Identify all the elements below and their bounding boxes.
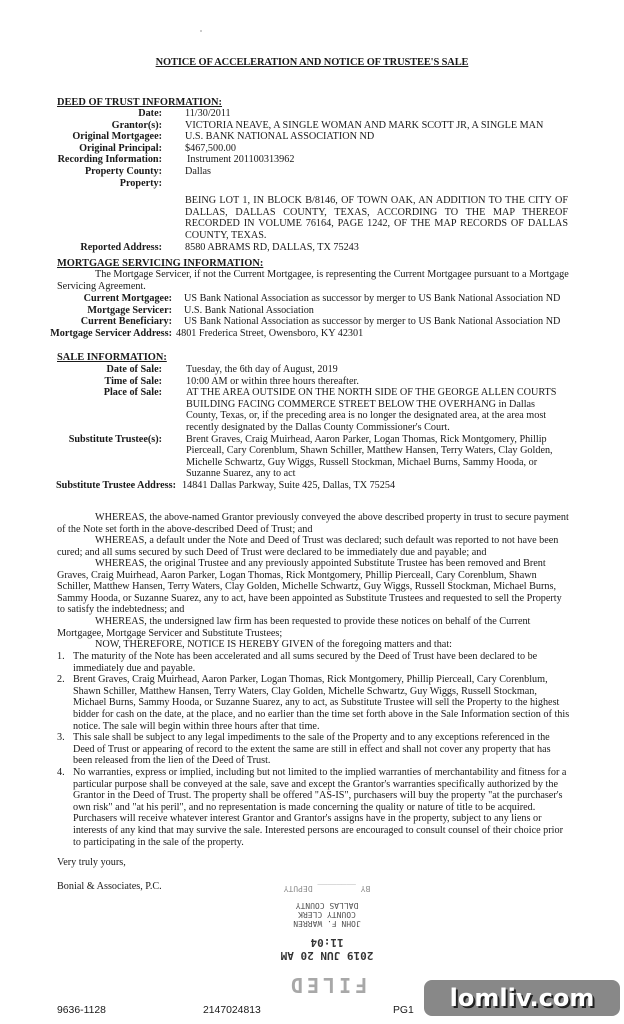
field-row-property-county bbox=[0, 166, 624, 178]
field-row-substitute-trustee-address bbox=[0, 480, 624, 492]
sale-information-heading: SALE INFORMATION: bbox=[57, 352, 167, 363]
field-label: Substitute Trustee Address: bbox=[56, 479, 176, 491]
stamp-filed: FILED bbox=[286, 973, 368, 997]
mortgage-servicing-info bbox=[0, 293, 624, 339]
field-value: 10:00 AM or within three hours thereafter. bbox=[186, 375, 359, 387]
stamp-county: DALLAS COUNTY bbox=[295, 901, 359, 910]
field-row-time-of-sale bbox=[0, 376, 624, 388]
field-row-original-principal bbox=[0, 143, 624, 155]
field-label: Current Beneficiary: bbox=[80, 316, 172, 328]
field-label: Original Principal: bbox=[79, 142, 162, 154]
field-value: US Bank National Association as successor by merger to US Bank National Association ND bbox=[184, 293, 561, 304]
footer-page: PG1 bbox=[393, 1005, 414, 1016]
field-value: Brent Graves, Craig Muirhead, Aaron Parker, Logan Thomas, Rick Montgomery, Phillip Pierceall, Cary Corenblum, Shawn Schiller, Matthew Hansen, Terry Waters, Clay Golden, Michelle Schwartz, Guy Wiggs, Russell Stockman, Michael Burns, Sammy Hooda, or Suzanne Suarez, any to act bbox=[186, 433, 553, 480]
list-number: 3. bbox=[57, 732, 65, 744]
field-value: U.S. BANK NATIONAL ASSOCIATION ND bbox=[185, 131, 375, 143]
field-label: Property County: bbox=[84, 165, 162, 177]
whereas-clause-4: WHEREAS, the undersigned law firm has been requested to provide these notices on behalf of the Current Mortgagee, Mortgage Servicer and Substitute Trustees; bbox=[57, 616, 531, 639]
property-description-row bbox=[0, 195, 624, 241]
field-value: 8580 ABRAMS RD, DALLAS, TX 75243 bbox=[185, 241, 359, 253]
field-row-place-of-sale bbox=[0, 387, 624, 433]
field-label: Date: bbox=[138, 108, 162, 119]
field-value: 14841 Dallas Parkway, Suite 425, Dallas, TX 75254 bbox=[182, 479, 396, 491]
field-label: Recording Information: bbox=[57, 154, 162, 166]
property-description: BEING LOT 1, IN BLOCK B/8146, OF TOWN OAK, AN ADDITION TO THE CITY OF DALLAS, DALLAS COUNTY, TEXAS, ACCORDING TO THE MAP THEREOF RECORDED IN VOLUME 76164, PAGE 1242, OF THE MAP RECORDS OF DALLAS COUNTY, TEXAS. bbox=[185, 195, 568, 241]
closing: Very truly yours, bbox=[57, 857, 126, 868]
field-row-current-beneficiary bbox=[0, 316, 624, 328]
deed-of-trust-heading: DEED OF TRUST INFORMATION: bbox=[57, 97, 223, 108]
list-item-4 bbox=[57, 767, 571, 848]
field-label: Current Mortgagee: bbox=[83, 293, 172, 304]
stamp-clerk-title: COUNTY CLERK bbox=[298, 910, 356, 919]
field-row-recording-information bbox=[0, 154, 624, 166]
field-row-grantor bbox=[0, 120, 624, 132]
mortgage-servicing-intro: The Mortgage Servicer, if not the Current Mortgagee, is representing the Current Mortgagee pursuant to a Mortgage Servicing Agreement. bbox=[57, 269, 569, 292]
filed-stamp bbox=[262, 884, 392, 996]
field-label: Grantor(s): bbox=[111, 119, 162, 131]
field-value: 4801 Frederica Street, Owensboro, KY 42301 bbox=[176, 327, 364, 339]
field-label: Time of Sale: bbox=[104, 375, 162, 387]
field-row-current-mortgagee bbox=[0, 293, 624, 305]
field-value: AT THE AREA OUTSIDE ON THE NORTH SIDE OF THE GEORGE ALLEN COURTS BUILDING FACING COMMERCE STREET BELOW THE OVERHANG in Dallas County, Texas, or, if the preceding area is no longer the designated area, at the area most recently designated by the Dallas County Commissioner's Court. bbox=[186, 387, 557, 433]
stamp-deputy: BY ________ DEPUTY bbox=[283, 884, 371, 893]
field-row-reported-address bbox=[0, 242, 624, 254]
whereas-clause-3: WHEREAS, the original Trustee and any previously appointed Substitute Trustee has been removed and Brent Graves, Craig Muirhead, Aaron Parker, Logan Thomas, Rick Montgomery, Phillip Pierceall, Cary Corenblum, Shawn Schiller, Matthew Hansen, Terry Waters, Clay Golden, Michelle Schwartz, Guy Wiggs, Russell Stockman, Michael Burns, Sammy Hooda, or Suzanne Suarez, any to act, have been appointed as Substitute Trustees and requested to sell the Property to satisfy the indebtedness; and bbox=[57, 558, 562, 616]
list-text: No warranties, express or implied, including but not limited to the implied warranties of merchantability and fitness for a particular purpose shall be conveyed at the sale, save and except the Grantor's warranties specifically authorized by the Grantor in the Deed of Trust. The property shall be offered "AS-IS", purchasers will buy the property "at the purchaser's own risk" and "at his peril", and no representation is made concerning the quality or nature of title to be acquired. Purchasers will receive whatever interest Grantor and Grantor's assigns have in the property, subject to any liens or interests of any kind that may survive the sale. Interested persons are encouraged to consult counsel of their choice prior to participating in the sale of the property. bbox=[73, 766, 567, 848]
footer-reference-number: 2147024813 bbox=[203, 1005, 261, 1016]
sale-information bbox=[0, 364, 624, 492]
field-value: Instrument 201100313962 bbox=[187, 154, 295, 166]
stamp-date: 2019 JUN 20 AM 11:04 bbox=[280, 936, 374, 962]
list-text: This sale shall be subject to any legal impediments to the sale of the Property and to any exceptions referenced in the Deed of Trust or appearing of record to the extent the same are still in effect and shall not cover any property that has been released from the lien of the Deed of Trust. bbox=[73, 732, 551, 767]
watermark: lomliv.com bbox=[424, 980, 620, 1016]
field-row-substitute-trustees bbox=[0, 434, 624, 480]
whereas-clause-1: WHEREAS, the above-named Grantor previously conveyed the above described property in trust to secure payment of the Note set forth in the above-described Deed of Trust; and bbox=[57, 512, 569, 535]
whereas-clause-2: WHEREAS, a default under the Note and Deed of Trust was declared; such default was reported to not have been cured; and all sums secured by such Deed of Trust were declared to be immediately due and payable; and bbox=[57, 535, 559, 558]
field-label: Date of Sale: bbox=[106, 364, 162, 375]
list-number: 1. bbox=[57, 651, 65, 662]
list-text: The maturity of the Note has been accelerated and all sums secured by the Deed of Trust have been declared to be immediately due and payable. bbox=[73, 651, 538, 674]
numbered-list bbox=[57, 651, 571, 848]
list-number: 4. bbox=[57, 766, 65, 778]
field-label: Mortgage Servicer Address: bbox=[50, 327, 172, 339]
field-value: Tuesday, the 6th day of August, 2019 bbox=[186, 364, 338, 375]
field-value: VICTORIA NEAVE, A SINGLE WOMAN AND MARK SCOTT JR, A SINGLE MAN bbox=[185, 119, 544, 131]
field-row-mortgage-servicer bbox=[0, 305, 624, 317]
field-value: $467,500.00 bbox=[185, 142, 236, 154]
field-row-property bbox=[0, 178, 624, 190]
field-label: Original Mortgagee: bbox=[72, 131, 162, 143]
field-row-mortgage-servicer-address bbox=[0, 328, 624, 340]
list-item-2 bbox=[57, 674, 571, 732]
list-item-1 bbox=[57, 651, 571, 674]
field-row-date bbox=[0, 108, 624, 120]
field-label: Property: bbox=[119, 177, 162, 189]
field-value: 11/30/2011 bbox=[185, 108, 231, 119]
field-label: Mortgage Servicer: bbox=[87, 304, 172, 316]
field-row-original-mortgagee bbox=[0, 131, 624, 143]
field-value bbox=[185, 178, 570, 190]
field-value: US Bank National Association as successor by merger to US Bank National Association ND bbox=[184, 316, 561, 328]
field-row-date-of-sale bbox=[0, 364, 624, 376]
list-text: Brent Graves, Craig Muirhead, Aaron Parker, Logan Thomas, Rick Montgomery, Phillip Pierceall, Cary Corenblum, Shawn Schiller, Matthew Hansen, Terry Waters, Clay Golden, Michelle Schwartz, Guy Wiggs, Russell Stockman, Michael Burns, Sammy Hooda, or Suzanne Suarez, any to act, as Substitute Trustee will sell the Property to the highest bidder for cash on the date, at the place, and no earlier than the time set forth above in the Sale Information section of this notice. The sale will begin within three hours after that time. bbox=[73, 674, 570, 732]
signature: Bonial & Associates, P.C. bbox=[57, 881, 162, 892]
footer-case-number: 9636-1128 bbox=[57, 1005, 106, 1016]
field-label: Substitute Trustee(s): bbox=[68, 433, 162, 445]
field-value: Dallas bbox=[185, 165, 212, 177]
field-label: Reported Address: bbox=[80, 241, 162, 253]
stamp-clerk-name: JOHN F. WARREN bbox=[293, 919, 361, 928]
field-label: Place of Sale: bbox=[103, 387, 162, 399]
document-title: NOTICE OF ACCELERATION AND NOTICE OF TRUSTEE'S SALE bbox=[155, 57, 469, 68]
mortgage-servicing-heading: MORTGAGE SERVICING INFORMATION: bbox=[57, 258, 264, 269]
scan-mark bbox=[200, 30, 202, 32]
list-number: 2. bbox=[57, 674, 65, 686]
field-value: U.S. Bank National Association bbox=[184, 304, 314, 316]
deed-of-trust-info bbox=[0, 108, 624, 253]
list-item-3 bbox=[57, 732, 571, 767]
notice-given-clause: NOW, THEREFORE, NOTICE IS HEREBY GIVEN of the foregoing matters and that: bbox=[95, 639, 452, 650]
